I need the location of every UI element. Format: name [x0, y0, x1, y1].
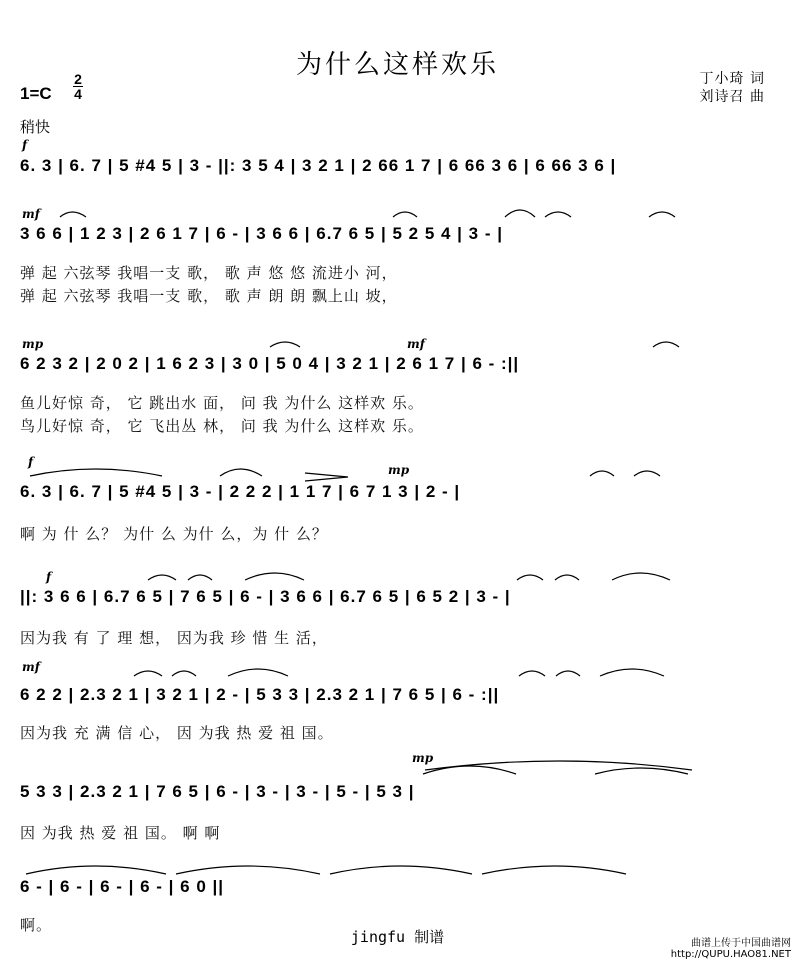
lyricist: 丁小琦 词 — [699, 71, 765, 87]
lyric-line: 鸟儿好惊 奇， 它 飞出丛 林， 问 我 为什么 这样欢 乐。 — [20, 417, 424, 435]
lyric-line: 因为我 充 满 信 心， 因 为我 热 爱 祖 国。 — [20, 724, 334, 742]
dynamic-marking: mp — [388, 463, 410, 477]
lyric-line: 因 为我 热 爱 祖 国。 啊 啊 — [20, 824, 221, 842]
lyric-line: 啊。 — [20, 916, 53, 934]
time-bottom: 4 — [74, 86, 82, 102]
dynamic-marking: mf — [407, 337, 425, 351]
tempo-marking: 稍快 — [20, 118, 51, 136]
lyric-line: 因为我 有 了 理 想， 因为我 珍 惜 生 活， — [20, 629, 328, 647]
dynamic-marking: f — [28, 455, 34, 469]
watermark-line: http://QUPU.HAO81.NET — [670, 949, 791, 960]
dynamic-marking: mf — [22, 207, 40, 221]
dynamic-marking: mp — [22, 337, 44, 351]
dynamic-marking: f — [46, 570, 52, 584]
lyric-line: 弹 起 六弦琴 我唱一支 歌， 歌 声 朗 朗 飘上山 坡， — [20, 287, 398, 305]
lyric-line: 弹 起 六弦琴 我唱一支 歌， 歌 声 悠 悠 流进小 河， — [20, 264, 398, 282]
notes-line: 3 6 6 | 1 2 3 | 2 6 1 7 | 6 - | 3 6 6 | 6.7 6 5 | 5 2 5 4 | 3 - | — [20, 224, 503, 243]
notes-line: 6 - | 6 - | 6 - | 6 - | 6 0 || — [20, 877, 225, 896]
notes-line: 6 2 2 | 2.3 2 1 | 3 2 1 | 2 - | 5 3 3 | 2.3 2 1 | 7 6 5 | 6 - :|| — [20, 685, 500, 704]
arranger-footer: jingfu 制谱 — [350, 928, 445, 946]
key-signature: 1=C — [20, 84, 52, 103]
song-title: 为什么这样欢乐 — [295, 50, 499, 80]
time-top: 2 — [74, 71, 82, 87]
notes-line: 5 3 3 | 2.3 2 1 | 7 6 5 | 6 - | 3 - | 3 - | 5 - | 5 3 | — [20, 782, 415, 801]
notes-line: 6. 3 | 6. 7 | 5 #4 5 | 3 - ||: 3 5 4 | 3 2 1 | 2 66 1 7 | 6 66 3 6 | 6 66 3 6 | — [20, 156, 617, 175]
lyric-line: 鱼儿好惊 奇， 它 跳出水 面， 问 我 为什么 这样欢 乐。 — [20, 394, 424, 412]
dynamic-marking: f — [22, 138, 28, 152]
watermark-line: 曲谱上传于中国曲谱网 — [691, 938, 791, 949]
dynamic-marking: mp — [412, 751, 434, 765]
notes-line: ||: 3 6 6 | 6.7 6 5 | 7 6 5 | 6 - | 3 6 6 | 6.7 6 5 | 6 5 2 | 3 - | — [20, 587, 511, 606]
lyric-line: 啊 为 什 么？ 为什 么 为什 么，为 什 么？ — [20, 525, 328, 543]
notes-line: 6. 3 | 6. 7 | 5 #4 5 | 3 - | 2 2 2 | 1 1 7 | 6 7 1 3 | 2 - | — [20, 482, 461, 501]
dynamic-marking: mf — [22, 660, 40, 674]
notes-line: 6 2 3 2 | 2 0 2 | 1 6 2 3 | 3 0 | 5 0 4 | 3 2 1 | 2 6 1 7 | 6 - :|| — [20, 354, 520, 373]
composer: 刘诗召 曲 — [699, 89, 765, 105]
